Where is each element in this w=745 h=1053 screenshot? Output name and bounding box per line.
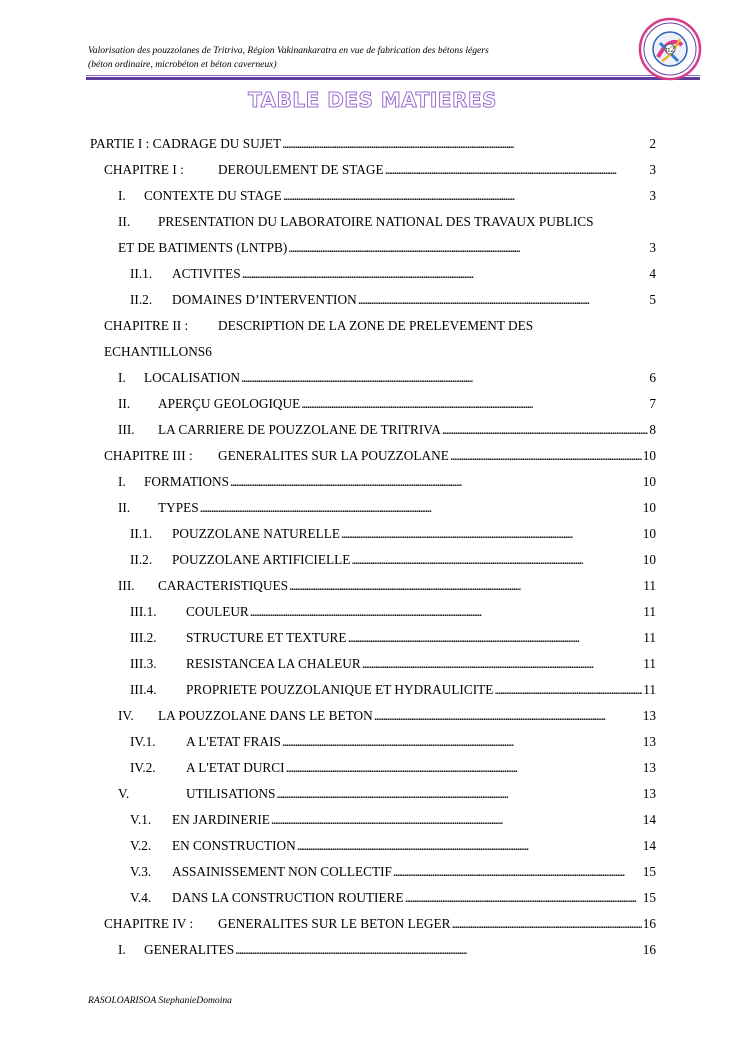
dot-leader (450, 448, 642, 464)
header-line-1: Valorisation des pouzzolanes de Tritriva, Région Vakinankaratra en vue de fabrication des bétons légers (88, 45, 489, 56)
toc-number: I. (118, 942, 126, 957)
dot-leader (200, 500, 642, 516)
toc-label: A L'ETAT FRAIS (186, 734, 281, 749)
dot-leader (393, 864, 642, 880)
toc-page: 11 (643, 630, 656, 645)
toc-number: III.4. (130, 682, 157, 697)
toc-entry-presentation-line1[interactable] (118, 214, 594, 230)
toc-number: II.2. (130, 292, 153, 307)
toc-page: 15 (642, 864, 656, 879)
toc-label: PROPRIETE POUZZOLANIQUE ET HYDRAULICITE (186, 682, 494, 697)
toc-number: III. (118, 422, 135, 437)
toc-page: 8 (649, 422, 656, 437)
toc-label: CONTEXTE DU STAGE (144, 188, 282, 203)
toc-entry-caracteristiques[interactable] (118, 578, 656, 594)
dot-leader (289, 578, 642, 594)
toc-label: DOMAINES D’INTERVENTION (172, 292, 357, 307)
toc-label: CARACTERISTIQUES (158, 578, 289, 593)
dot-leader (348, 630, 643, 646)
toc-label: PRESENTATION DU LABORATOIRE NATIONAL DES TRAVAUX PUBLICS (158, 214, 594, 229)
dot-leader (242, 266, 649, 282)
toc-page: 11 (643, 604, 656, 619)
toc-page: 3 (649, 240, 656, 255)
toc-label: GENERALITES SUR LA POUZZOLANE (218, 448, 449, 463)
toc-number: III. (118, 578, 135, 593)
dot-leader (405, 890, 642, 906)
dot-leader (341, 526, 642, 542)
toc-entry-apercu[interactable] (118, 396, 656, 412)
toc-label: FORMATIONS (144, 474, 229, 489)
toc-page: 16 (642, 916, 656, 931)
dot-leader (286, 760, 642, 776)
running-header (88, 44, 608, 72)
toc-page: 10 (642, 474, 656, 489)
dot-leader (385, 162, 649, 178)
dot-leader (271, 812, 642, 828)
toc-page: 10 (642, 500, 656, 515)
toc-entry-chapitre-1[interactable] (104, 162, 656, 178)
toc-number: CHAPITRE III : (104, 448, 193, 463)
toc-number: V. (118, 786, 130, 801)
toc-entry-chapitre-2[interactable] (104, 344, 212, 360)
toc-number: III.2. (130, 630, 157, 645)
dot-leader (282, 136, 648, 152)
toc-entry-contexte[interactable] (118, 188, 656, 204)
toc-number: V.3. (130, 864, 152, 879)
dot-leader (362, 656, 642, 672)
header-rule (86, 75, 700, 76)
toc-label: ECHANTILLONS (104, 344, 206, 359)
dot-leader (283, 188, 649, 204)
dot-leader (442, 422, 649, 438)
dot-leader (288, 240, 648, 256)
toc-entry-assainissement[interactable] (130, 864, 656, 880)
toc-page: 11 (643, 656, 656, 671)
toc-page: 3 (649, 188, 656, 203)
toc-number: II. (118, 500, 131, 515)
toc-entry-chapitre-2-line1[interactable] (104, 318, 533, 334)
dot-leader (351, 552, 641, 568)
dot-leader (276, 786, 641, 802)
toc-label: APERÇU GEOLOGIQUE (158, 396, 301, 411)
toc-number: IV.2. (130, 760, 156, 775)
toc-page: 14 (642, 812, 656, 827)
toc-label: POUZZOLANE NATURELLE (172, 526, 341, 541)
svg-text:π2: π2 (665, 46, 675, 54)
dot-leader (301, 396, 648, 412)
toc-label: ASSAINISSEMENT NON COLLECTIF (172, 864, 392, 879)
toc-label: DESCRIPTION DE LA ZONE DE PRELEVEMENT DES (218, 318, 534, 333)
toc-page: 16 (642, 942, 656, 957)
toc-label: LOCALISATION (144, 370, 241, 385)
dot-leader (235, 942, 642, 958)
toc-page: 13 (642, 760, 656, 775)
toc-entry-construction[interactable] (130, 838, 656, 854)
toc-entry-structure[interactable] (130, 630, 656, 646)
toc-entry-resistance[interactable] (130, 656, 656, 672)
toc-page: 11 (643, 578, 656, 593)
toc-page: 15 (642, 890, 656, 905)
toc-page: 6 (205, 344, 212, 359)
toc-entry-pouzzolane-naturelle[interactable] (130, 526, 656, 542)
toc-page: 7 (649, 396, 656, 411)
dot-leader (358, 292, 649, 308)
toc-entry-types[interactable] (118, 500, 656, 516)
toc-label: ACTIVITES (172, 266, 241, 281)
toc-label: LA CARRIERE DE POUZZOLANE DE TRITRIVA (158, 422, 441, 437)
toc-entry-couleur[interactable] (130, 604, 656, 620)
dot-leader (250, 604, 642, 620)
toc-number: II.2. (130, 552, 153, 567)
dot-leader (374, 708, 642, 724)
toc-label: UTILISATIONS (186, 786, 276, 801)
toc-label: EN JARDINERIE (172, 812, 270, 827)
toc-page: 14 (642, 838, 656, 853)
toc-number: CHAPITRE IV : (104, 916, 194, 931)
toc-label: ET DE BATIMENTS (LNTPB) (118, 240, 288, 255)
toc-number: III.1. (130, 604, 157, 619)
toc-page: 11 (643, 682, 656, 697)
toc-page: 13 (642, 786, 656, 801)
toc-number: II.1. (130, 266, 153, 281)
dot-leader (494, 682, 642, 698)
toc-entry-domaines[interactable] (130, 292, 656, 308)
toc-page: 6 (649, 370, 656, 385)
toc-page: 10 (642, 448, 656, 463)
toc-number: II. (118, 214, 131, 229)
toc-label: RESISTANCEA LA CHALEUR (186, 656, 361, 671)
toc-number: I. (118, 188, 126, 203)
toc-label: EN CONSTRUCTION (172, 838, 296, 853)
footer-author: RASOLOARISOA StephanieDomoina (88, 995, 232, 1006)
toc-entry-activites[interactable] (130, 266, 656, 282)
toc-page: 10 (642, 526, 656, 541)
dot-leader (282, 734, 642, 750)
dot-leader (230, 474, 642, 490)
toc-number: III.3. (130, 656, 157, 671)
toc-entry-localisation[interactable] (118, 370, 656, 386)
toc-page: 3 (649, 162, 656, 177)
toc-label: LA POUZZOLANE DANS LE BETON (158, 708, 373, 723)
toc-page: 5 (649, 292, 656, 307)
dot-leader (241, 370, 648, 386)
toc-label: GENERALITES (144, 942, 235, 957)
toc-page: 4 (649, 266, 656, 281)
toc-entry-pouzzolane-beton[interactable] (118, 708, 656, 724)
toc-number: V.4. (130, 890, 152, 905)
toc-number: II.1. (130, 526, 153, 541)
toc-label: PARTIE I : CADRAGE DU SUJET (90, 136, 282, 151)
header-rule-thick (86, 77, 700, 80)
toc-entry-propriete[interactable] (130, 682, 656, 698)
toc-page: 10 (642, 552, 656, 567)
toc-number: II. (118, 396, 131, 411)
toc-label: POUZZOLANE ARTIFICIELLE (172, 552, 351, 567)
toc-label: DEROULEMENT DE STAGE (218, 162, 384, 177)
toc-entry-carriere[interactable] (118, 422, 656, 438)
toc-page: 13 (642, 708, 656, 723)
toc-entry-formations[interactable] (118, 474, 656, 490)
header-line-2: (béton ordinaire, microbéton et béton caverneux) (88, 59, 277, 70)
toc-entry-presentation[interactable] (118, 240, 656, 256)
toc-number: IV. (118, 708, 134, 723)
toc-label: GENERALITES SUR LE BETON LEGER (218, 916, 451, 931)
toc-entry-chapitre-4[interactable] (104, 916, 656, 932)
toc-entry-jardinerie[interactable] (130, 812, 656, 828)
dot-leader (297, 838, 642, 854)
toc-number: IV.1. (130, 734, 156, 749)
toc-entry-partie-1[interactable] (90, 136, 656, 152)
faculty-seal-logo (638, 17, 702, 81)
toc-entry-etat-frais[interactable] (130, 734, 656, 750)
toc-label: TYPES (158, 500, 199, 515)
toc-page: 13 (642, 734, 656, 749)
toc-number: CHAPITRE I : (104, 162, 184, 177)
toc-entry-etat-durci[interactable] (130, 760, 656, 776)
toc-label: DANS LA CONSTRUCTION ROUTIERE (172, 890, 404, 905)
toc-entry-generalites[interactable] (118, 942, 656, 958)
toc-page: 2 (649, 136, 656, 151)
toc-entry-routiere[interactable] (130, 890, 656, 906)
toc-number: I. (118, 370, 126, 385)
toc-entry-chapitre-3[interactable] (104, 448, 656, 464)
toc-number: V.2. (130, 838, 152, 853)
toc-entry-pouzzolane-artificielle[interactable] (130, 552, 656, 568)
toc-number: I. (118, 474, 126, 489)
toc-title: TABLE DES MATIERES (248, 88, 497, 112)
toc-number: V.1. (130, 812, 152, 827)
toc-label: A L'ETAT DURCI (186, 760, 285, 775)
toc-number: CHAPITRE II : (104, 318, 189, 333)
toc-entry-utilisations[interactable] (118, 786, 656, 802)
toc-label: STRUCTURE ET TEXTURE (186, 630, 347, 645)
toc-label: COULEUR (186, 604, 249, 619)
dot-leader (451, 916, 641, 932)
